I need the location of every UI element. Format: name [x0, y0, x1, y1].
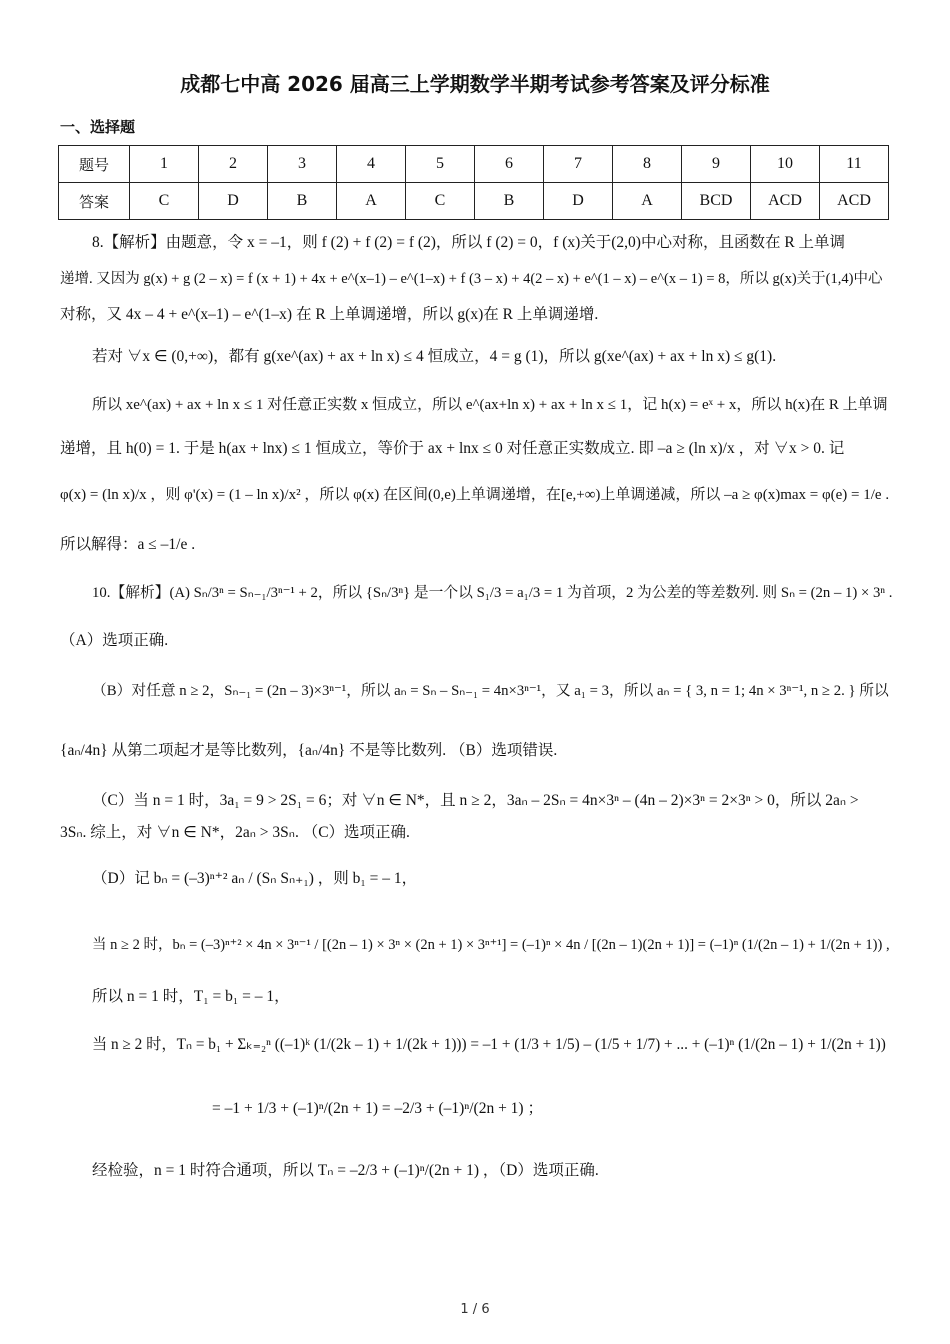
table-cell: A [613, 183, 682, 220]
table-cell: ACD [820, 183, 889, 220]
solution-line: {aₙ/4n} 从第二项起才是等比数列，{aₙ/4n} 不是等比数列. （B）选项错误. [60, 742, 558, 759]
solution-line: 对称，又 4x – 4 + e^(x–1) – e^(1–x) 在 R 上单调递增，所以 g(x)在 R 上单调递增. [60, 306, 599, 323]
row-header: 题号 [59, 146, 130, 183]
table-cell: 10 [751, 146, 820, 183]
solution-line: 经检验，n = 1 时符合通项，所以 Tₙ = –2/3 + (–1)ⁿ/(2n + 1) ，（D）选项正确. [92, 1162, 599, 1179]
solution-line: 3Sₙ. 综上，对 ∀n ∈ N*，2aₙ > 3Sₙ. （C）选项正确. [60, 824, 410, 841]
table-cell: A [337, 183, 406, 220]
solution-line: （B）对任意 n ≥ 2，Sₙ₋₁ = (2n – 3)×3ⁿ⁻¹，所以 aₙ = Sₙ – Sₙ₋₁ = 4n×3ⁿ⁻¹，又 a₁ = 3，所以 aₙ = { 3, n = 1; 4n × 3ⁿ⁻¹, n ≥ 2. } 所以 [92, 683, 889, 699]
section-heading: 一、选择题 [60, 118, 136, 136]
table-cell: 7 [544, 146, 613, 183]
table-row [59, 183, 889, 220]
table-cell: D [544, 183, 613, 220]
table-cell: B [268, 183, 337, 220]
solution-line: 递增，且 h(0) = 1. 于是 h(ax + lnx) ≤ 1 恒成立，等价于 ax + lnx ≤ 0 对任意正实数成立. 即 –a ≥ (ln x)/x ，对 ∀x > 0. 记 [60, 440, 845, 457]
solution-line: 所以 xe^(ax) + ax + ln x ≤ 1 对任意正实数 x 恒成立，所以 e^(ax+ln x) + ax + ln x ≤ 1，记 h(x) = eˣ + x，所以 h(x)在 R 上单调 [92, 397, 888, 413]
table-cell: 2 [199, 146, 268, 183]
solution-line: （D）记 bₙ = (–3)ⁿ⁺² aₙ / (Sₙ Sₙ₊₁) ，则 b₁ = – 1， [92, 870, 418, 887]
table-cell: C [130, 183, 199, 220]
solution-line: （A）选项正确. [60, 632, 169, 649]
table-cell: ACD [751, 183, 820, 220]
table-cell: 5 [406, 146, 475, 183]
table-cell: 1 [130, 146, 199, 183]
table-cell: 3 [268, 146, 337, 183]
table-cell: 9 [682, 146, 751, 183]
page-number: 1 / 6 [460, 1302, 490, 1317]
table-cell: 4 [337, 146, 406, 183]
table-cell: D [199, 183, 268, 220]
solution-line: 若对 ∀x ∈ (0,+∞)，都有 g(xe^(ax) + ax + ln x) ≤ 4 恒成立，4 = g (1)，所以 g(xe^(ax) + ax + ln x) ≤ g(1). [92, 348, 777, 365]
answer-table [58, 145, 889, 220]
solution-line: 所以解得：a ≤ –1/e . [60, 536, 196, 553]
table-row [59, 146, 889, 183]
solution-line: （C）当 n = 1 时，3a₁ = 9 > 2S₁ = 6；对 ∀n ∈ N*，且 n ≥ 2，3aₙ – 2Sₙ = 4n×3ⁿ – (4n – 2)×3ⁿ = 2×3ⁿ > 0，所以 2aₙ > [92, 792, 859, 809]
table-cell: C [406, 183, 475, 220]
table-cell: 11 [820, 146, 889, 183]
table-cell: BCD [682, 183, 751, 220]
solution-line: 所以 n = 1 时，T₁ = b₁ = – 1， [92, 988, 290, 1005]
solution-line: = –1 + 1/3 + (–1)ⁿ/(2n + 1) = –2/3 + (–1)ⁿ/(2n + 1) ； [212, 1100, 543, 1117]
page-title: 成都七中高 2026 届高三上学期数学半期考试参考答案及评分标准 [180, 72, 770, 96]
solution-line: 8.【解析】由题意，令 x = –1，则 f (2) + f (2) = f (2)，所以 f (2) = 0，f (x)关于(2,0)中心对称，且函数在 R 上单调 [92, 234, 846, 251]
solution-line: 递增. 又因为 g(x) + g (2 – x) = f (x + 1) + 4x + e^(x–1) – e^(1–x) + f (3 – x) + 4(2 – x) + e^(1 – x) – e^(x – 1) = 8，所以 g(x)关于(1,4)中心 [60, 271, 883, 287]
solution-line: 当 n ≥ 2 时，bₙ = (–3)ⁿ⁺² × 4n × 3ⁿ⁻¹ / [(2n – 1) × 3ⁿ × (2n + 1) × 3ⁿ⁺¹] = (–1)ⁿ × 4n / [(2n – 1)(2n + 1)] = (–1)ⁿ (1/(2n – 1) + 1/(2n + 1)) , [92, 937, 890, 953]
table-cell: 6 [475, 146, 544, 183]
solution-line: φ(x) = (ln x)/x ，则 φ'(x) = (1 – ln x)/x² ，所以 φ(x) 在区间(0,e)上单调递增，在[e,+∞)上单调递减，所以 –a ≥ φ(x)max = φ(e) = 1/e . [60, 487, 890, 503]
table-cell: 8 [613, 146, 682, 183]
table-cell: B [475, 183, 544, 220]
solution-line: 当 n ≥ 2 时，Tₙ = b₁ + Σₖ₌₂ⁿ ((–1)ᵏ (1/(2k – 1) + 1/(2k + 1))) = –1 + (1/3 + 1/5) – (1/5 + 1/7) + ... + (–1)ⁿ (1/(2n – 1) + 1/(2n + 1)) [92, 1036, 886, 1053]
solution-line: 10.【解析】(A) Sₙ/3ⁿ = Sₙ₋₁/3ⁿ⁻¹ + 2，所以 {Sₙ/3ⁿ} 是一个以 S₁/3 = a₁/3 = 1 为首项，2 为公差的等差数列. 则 Sₙ = (2n – 1) × 3ⁿ . [92, 585, 893, 601]
row-header: 答案 [59, 183, 130, 220]
